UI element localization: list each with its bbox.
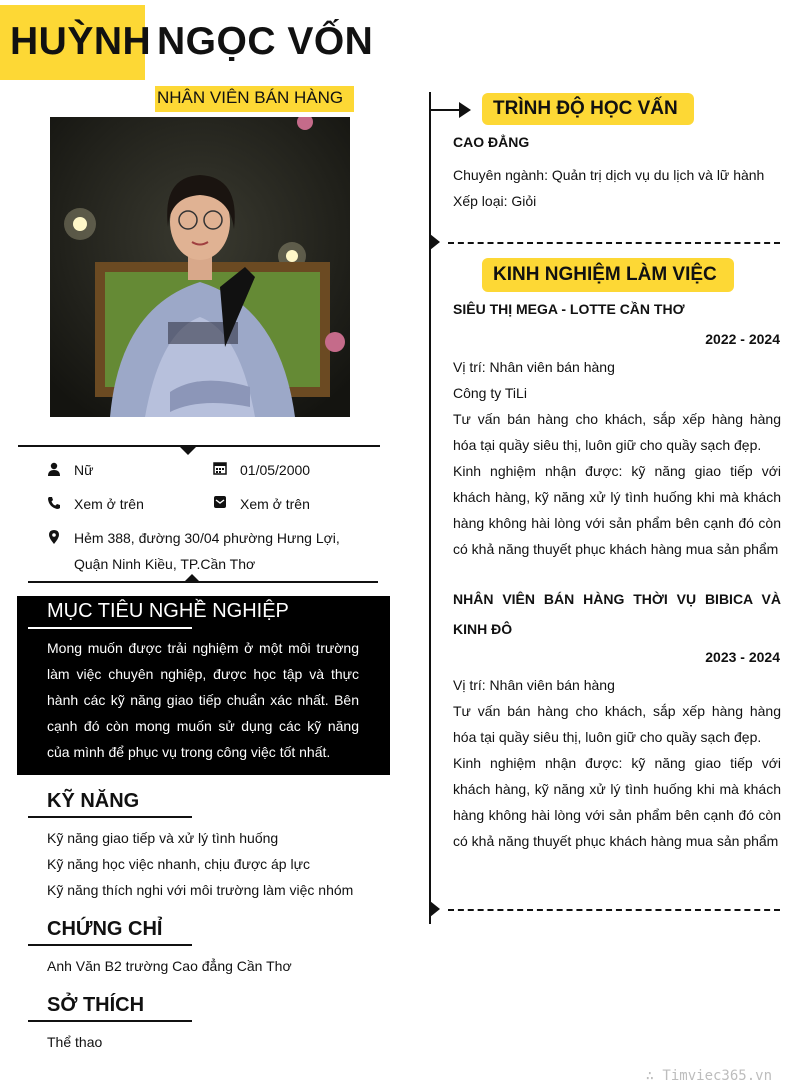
user-icon [47, 462, 61, 476]
skill-item: Kỹ năng thích nghi với môi trường làm việc nhóm [47, 882, 354, 898]
hobbies-underline [28, 1020, 192, 1022]
contact-top-divider [18, 445, 380, 447]
education-rank: Xếp loại: Giỏi [453, 193, 537, 209]
career-goal-text: Mong muốn được trải nghiệm ở một môi trường làm việc chuyên nghiệp, được học tập và thực hành các kỹ năng giao tiếp chuẩn xác nhất. Bên cạnh đó còn mong muốn sử dụng các kỹ năng của mình để phục vụ trong công việc tốt nhất. [47, 640, 359, 760]
job-duty: Tư vấn bán hàng cho khách, sắp xếp hàng hàng hóa tại quầy siêu thị, luôn giữ cho quầy sạch đẹp. [453, 411, 781, 453]
birthday-value: 01/05/2000 [240, 462, 311, 478]
skill-item: Kỹ năng học việc nhanh, chịu được áp lực [47, 856, 310, 872]
job-position: Vị trí: Nhân viên bán hàng [453, 359, 615, 375]
job-company: SIÊU THỊ MEGA - LOTTE CẦN THƠ [453, 301, 685, 317]
name-rest: NGỌC VỐN [157, 20, 374, 63]
hobbies-title: SỞ THÍCH [47, 994, 145, 1016]
job-period: 2022 - 2024 [705, 331, 780, 347]
timeline-marker-icon [430, 901, 440, 917]
phone-icon [47, 496, 61, 510]
experience-title: KINH NGHIỆM LÀM VIỆC [493, 264, 717, 285]
name-first: HUỲNH [10, 20, 152, 63]
job-company: NHÂN VIÊN BÁN HÀNG THỜI VỤ BIBICA VÀ KINH ĐÔ [453, 591, 781, 637]
job-period: 2023 - 2024 [705, 649, 780, 665]
location-pin-icon [47, 530, 61, 544]
job-employer: Công ty TiLi [453, 385, 527, 401]
timeline-arrow-icon [429, 100, 473, 120]
profile-photo [50, 117, 350, 417]
section-dashed-divider [448, 242, 780, 244]
certificate-item: Anh Văn B2 trường Cao đẳng Cần Thơ [47, 958, 292, 974]
career-goal-title: MỤC TIÊU NGHỀ NGHIỆP [47, 600, 289, 622]
career-goal-underline [28, 627, 192, 629]
timeline-line [429, 92, 431, 924]
hobby-item: Thể thao [47, 1034, 103, 1050]
job-experience: Kinh nghiệm nhận được: kỹ năng giao tiếp với khách hàng, kỹ năng xử lý tình huống khi mà khách hàng không hài lòng với sản phẩm bên cạnh đó còn có khả năng thuyết phục khách hàng mua sản phẩm [453, 755, 781, 849]
skills-title: KỸ NĂNG [47, 790, 140, 812]
certificates-underline [28, 944, 192, 946]
email-icon [213, 495, 227, 509]
job-position: Vị trí: Nhân viên bán hàng [453, 677, 615, 693]
section-dashed-divider [448, 909, 780, 911]
gender-value: Nữ [74, 462, 94, 478]
phone-value: Xem ở trên [74, 496, 144, 512]
education-school: CAO ĐẲNG [453, 134, 530, 150]
calendar-icon [213, 461, 227, 475]
education-title: TRÌNH ĐỘ HỌC VẤN [493, 98, 678, 119]
timeline-marker-icon [430, 234, 440, 250]
education-major: Chuyên ngành: Quản trị dịch vụ du lịch và lữ hành [453, 167, 765, 183]
job-duty: Tư vấn bán hàng cho khách, sắp xếp hàng hàng hóa tại quầy siêu thị, luôn giữ cho quầy sạch đẹp. [453, 703, 781, 745]
skills-underline [28, 816, 192, 818]
address-line-2: Quận Ninh Kiều, TP.Cần Thơ [74, 556, 256, 572]
job-experience: Kinh nghiệm nhận được: kỹ năng giao tiếp với khách hàng, kỹ năng xử lý tình huống khi mà khách hàng không hài lòng với sản phẩm bên cạnh đó còn có khả năng thuyết phục khách hàng mua sản phẩm [453, 463, 781, 557]
email-value: Xem ở trên [240, 496, 310, 512]
certificates-title: CHỨNG CHỈ [47, 918, 163, 940]
watermark: ∴ Timviec365.vn [645, 1068, 772, 1084]
candidate-name [10, 20, 373, 64]
job-title: NHÂN VIÊN BÁN HÀNG [155, 86, 354, 112]
contact-bottom-divider [28, 581, 378, 583]
divider-caret-icon [180, 447, 196, 455]
skill-item: Kỹ năng giao tiếp và xử lý tình huống [47, 830, 279, 846]
address-line-1: Hẻm 388, đường 30/04 phường Hưng Lợi, [74, 530, 340, 546]
